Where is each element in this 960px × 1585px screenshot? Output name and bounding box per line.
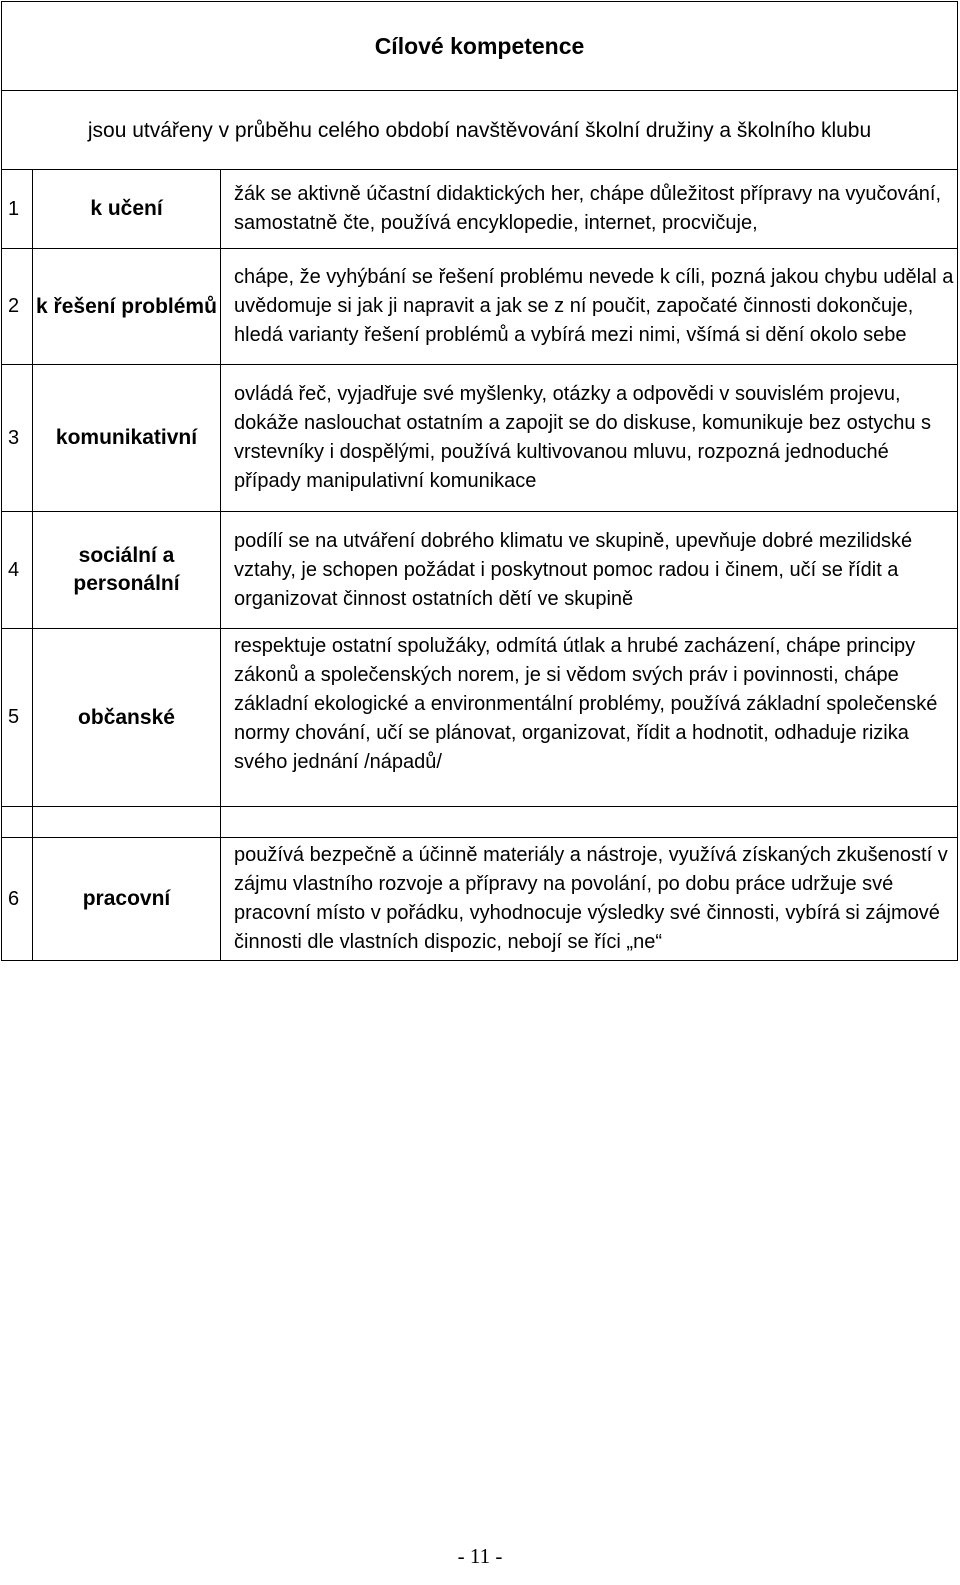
competence-description: žák se aktivně účastní didaktických her, chápe důležitost přípravy na vyučování, samostatně čte, používá encyklopedie, internet, procvičuje, [221, 170, 958, 249]
table-row [2, 838, 958, 961]
competence-description: chápe, že vyhýbání se řešení problému nevede k cíli, pozná jakou chybu udělal a uvědomuje si jak ji napravit a jak se z ní poučit, započaté činnosti dokončuje, hledá varianty řešení problémů a vybírá mezi nimi, všímá si dění okolo sebe [221, 249, 958, 365]
table-row [2, 512, 958, 629]
table-title: Cílové kompetence [2, 2, 958, 91]
competence-category: komunikativní [33, 365, 221, 512]
row-number: 6 [2, 838, 33, 961]
table-intro: jsou utvářeny v průběhu celého období navštěvování školní družiny a školního klubu [2, 91, 958, 170]
competences-table [1, 1, 958, 961]
competence-category: sociální a personální [33, 512, 221, 629]
competence-category: k učení [33, 170, 221, 249]
page-number: - 11 - [457, 1544, 503, 1568]
row-number: 1 [2, 170, 33, 249]
competence-category: občanské [33, 629, 221, 807]
competence-description: respektuje ostatní spolužáky, odmítá útlak a hrubé zacházení, chápe principy zákonů a společenských norem, je si vědom svých práv i povinnosti, chápe základní ekologické a environmentální problémy, používá základní společenské normy chování, učí se plánovat, organizovat, řídit a hodnotit, odhaduje rizika svého jednání /nápadů/ [221, 629, 958, 807]
empty-row [2, 807, 958, 838]
competence-category: pracovní [33, 838, 221, 961]
row-number: 2 [2, 249, 33, 365]
competence-description: používá bezpečně a účinně materiály a nástroje, využívá získaných zkušeností v zájmu vlastního rozvoje a přípravy na povolání, po dobu práce udržuje své pracovní místo v pořádku, vyhodnocuje výsledky své činnosti, vybírá si zájmové činnosti dle vlastních dispozic, nebojí se říci „ne“ [221, 838, 958, 961]
competence-category: k řešení problémů [33, 249, 221, 365]
table-row [2, 249, 958, 365]
empty-cell [33, 807, 221, 838]
row-number: 3 [2, 365, 33, 512]
competence-description: podílí se na utváření dobrého klimatu ve skupině, upevňuje dobré mezilidské vztahy, je schopen požádat i poskytnout pomoc radou i činem, učí se řídit a organizovat činnost ostatních dětí ve skupině [221, 512, 958, 629]
table-row [2, 629, 958, 807]
competence-description: ovládá řeč, vyjadřuje své myšlenky, otázky a odpovědi v souvislém projevu, dokáže naslouchat ostatním a zapojit se do diskuse, komunikuje bez ostychu s vrstevníky i dospělými, používá kultivovanou mluvu, rozpozná jednoduché případy manipulativní komunikace [221, 365, 958, 512]
empty-cell [2, 807, 33, 838]
table-row [2, 170, 958, 249]
row-number: 4 [2, 512, 33, 629]
table-row [2, 365, 958, 512]
empty-cell [221, 807, 958, 838]
row-number: 5 [2, 629, 33, 807]
